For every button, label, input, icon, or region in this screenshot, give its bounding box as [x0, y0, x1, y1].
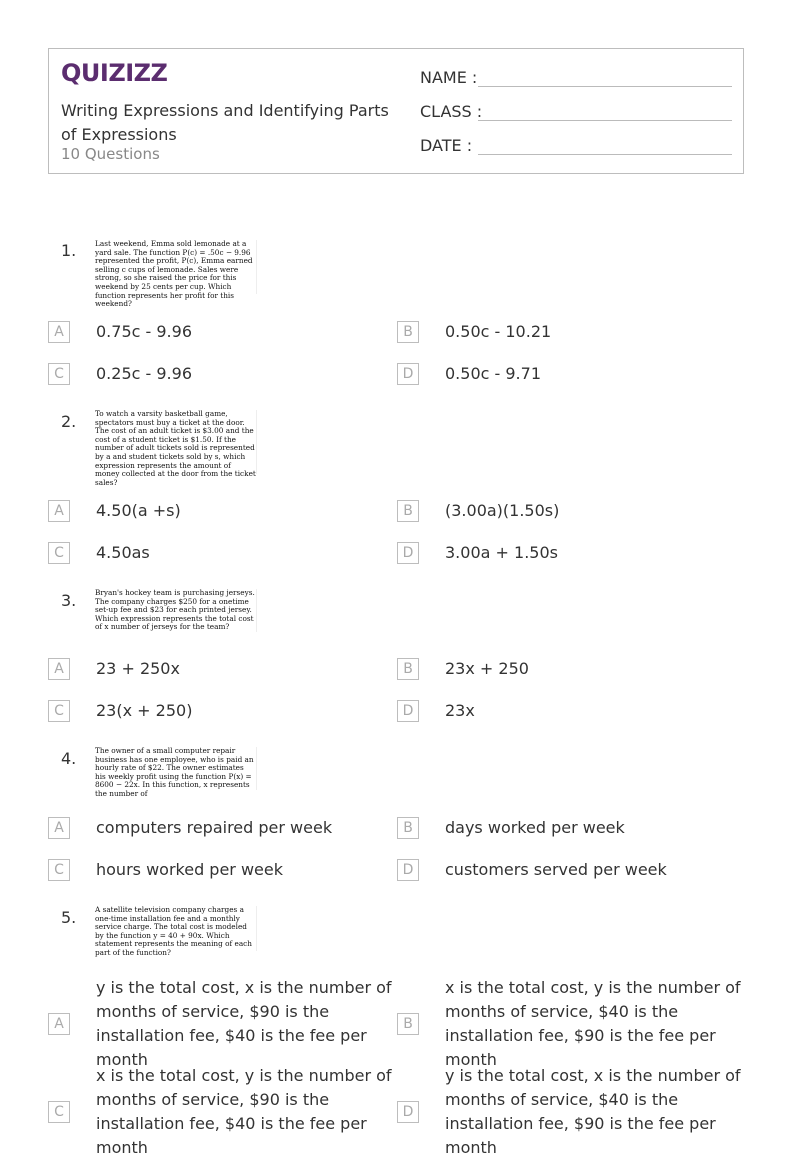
option-letter: A — [48, 817, 70, 839]
option-letter: B — [397, 500, 419, 522]
option-b[interactable] — [397, 976, 742, 1072]
option-letter: A — [48, 321, 70, 343]
question-number: 2. — [61, 412, 77, 431]
question-number: 4. — [61, 749, 77, 768]
option-letter: B — [397, 658, 419, 680]
option-b[interactable] — [397, 657, 742, 681]
option-text: 3.00a + 1.50s — [445, 543, 558, 562]
option-text: 0.50c - 10.21 — [445, 322, 552, 341]
option-b[interactable] — [397, 320, 742, 344]
worksheet-title: Writing Expressions and Identifying Parts of Expressions — [61, 101, 389, 144]
option-d[interactable] — [397, 699, 742, 723]
question-number: 5. — [61, 908, 77, 927]
class-line — [478, 120, 732, 121]
option-d[interactable] — [397, 362, 742, 386]
option-text: 4.50(a +s) — [96, 501, 181, 520]
option-text: 23x — [445, 701, 475, 720]
question-image: To watch a varsity basketball game, spectators must buy a ticket at the door. The cost of an adult ticket is $3.00 and the cost of a student ticket is $1.50. If the number of adult tickets sold is represented by a and student tickets sold by s, which expression represents the amount of money collected at the door from the ticket sales? — [95, 409, 256, 487]
name-label: NAME : — [420, 68, 478, 87]
option-letter: A — [48, 500, 70, 522]
question-number: 1. — [61, 241, 77, 260]
option-letter: D — [397, 859, 419, 881]
option-d[interactable] — [397, 1064, 742, 1160]
option-text: 23x + 250 — [445, 659, 529, 678]
question-image: The owner of a small computer repair business has one employee, who is paid an hourly rate of $22. The owner estimates his weekly profit using the function P(x) = 8600 − 22x. In this function, x represents the number of — [95, 747, 257, 790]
option-text: 23 + 250x — [96, 659, 180, 678]
option-c[interactable] — [48, 699, 393, 723]
option-text: customers served per week — [445, 860, 667, 879]
date-field[interactable] — [420, 136, 472, 155]
name-line — [478, 86, 732, 87]
option-text: 23(x + 250) — [96, 701, 193, 720]
option-letter: D — [397, 363, 419, 385]
option-b[interactable] — [397, 499, 742, 523]
class-field[interactable] — [420, 102, 482, 121]
option-letter: C — [48, 542, 70, 564]
option-d[interactable] — [397, 541, 742, 565]
option-letter: D — [397, 700, 419, 722]
option-letter: C — [48, 700, 70, 722]
option-letter: A — [48, 1013, 70, 1035]
option-letter: C — [48, 859, 70, 881]
option-a[interactable] — [48, 499, 393, 523]
date-line — [478, 154, 732, 155]
option-text: 0.25c - 9.96 — [96, 364, 192, 383]
option-text: 0.75c - 9.96 — [96, 322, 192, 341]
option-letter: B — [397, 817, 419, 839]
name-field[interactable] — [420, 68, 477, 87]
quizizz-logo: QUIZIZZ — [61, 59, 168, 87]
option-letter: C — [48, 363, 70, 385]
option-a[interactable] — [48, 657, 393, 681]
option-text: (3.00a)(1.50s) — [445, 501, 560, 520]
option-letter: C — [48, 1101, 70, 1123]
option-letter: D — [397, 542, 419, 564]
option-letter: D — [397, 1101, 419, 1123]
option-a[interactable] — [48, 320, 393, 344]
option-c[interactable] — [48, 362, 393, 386]
option-text: hours worked per week — [96, 860, 284, 879]
question-image: Last weekend, Emma sold lemonade at a yard sale. The function P(c) = .50c − 9.96 represented the profit, P(c), Emma earned selling c cups of lemonade. Sales were strong, so she raised the price for this weekend by 25 cents per cup. Which function represents her profit for this weekend? — [95, 240, 257, 294]
option-a[interactable] — [48, 976, 393, 1072]
option-text: 0.50c - 9.71 — [445, 364, 541, 383]
question-number: 3. — [61, 591, 77, 610]
date-label: DATE : — [420, 136, 473, 155]
option-text: x is the total cost, y is the number of months of service, $40 is the installation fee, $90 is the fee per month — [445, 978, 741, 1069]
option-c[interactable] — [48, 858, 393, 882]
option-letter: A — [48, 658, 70, 680]
question-image: A satellite television company charges a one-time installation fee and a monthly service charge. The total cost is modeled by the function y = 40 + 90x. Which statement represents the meaning of each part of the function? — [95, 906, 257, 951]
question-image: Bryan's hockey team is purchasing jerseys. The company charges $250 for a onetime set-up fee and $23 for each printed jersey. Which expression represents the total cost of x number of jerseys for the team? — [95, 589, 257, 632]
option-text: computers repaired per week — [96, 818, 333, 837]
option-letter: B — [397, 321, 419, 343]
worksheet-header — [48, 48, 744, 174]
option-c[interactable] — [48, 541, 393, 565]
option-b[interactable] — [397, 816, 742, 840]
class-label: CLASS : — [420, 102, 483, 121]
option-c[interactable] — [48, 1064, 393, 1160]
question-count: 10 Questions — [61, 145, 160, 163]
option-text: days worked per week — [445, 818, 625, 837]
option-letter: B — [397, 1013, 419, 1035]
option-text: y is the total cost, x is the number of months of service, $90 is the installation fee, $40 is the fee per month — [96, 978, 392, 1069]
option-text: y is the total cost, x is the number of months of service, $40 is the installation fee, $90 is the fee per month — [445, 1066, 741, 1157]
option-a[interactable] — [48, 816, 393, 840]
option-text: 4.50as — [96, 543, 150, 562]
option-text: x is the total cost, y is the number of months of service, $90 is the installation fee, $40 is the fee per month — [96, 1066, 392, 1157]
option-d[interactable] — [397, 858, 742, 882]
